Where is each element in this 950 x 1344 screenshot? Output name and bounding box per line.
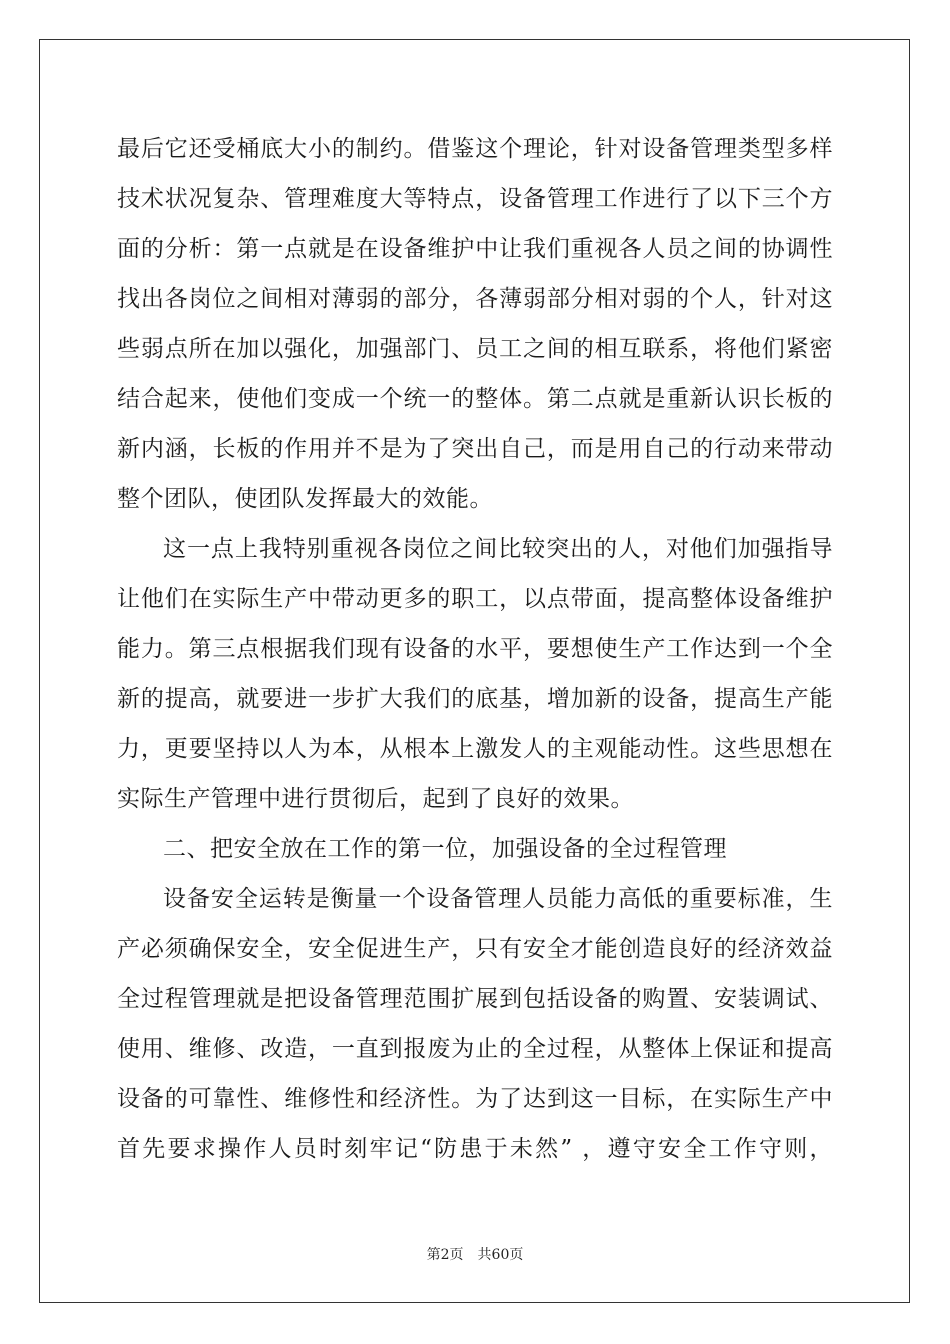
text-line: 整个团队，使团队发挥最大的效能。 bbox=[117, 486, 493, 512]
text-line: 结合起来，使他们变成一个统一的整体。第二点就是重新认识长板的 bbox=[117, 386, 833, 412]
page-footer bbox=[0, 1244, 950, 1264]
text-line: 设备安全运转是衡量一个设备管理人员能力高低的重要标准，生 bbox=[163, 886, 833, 912]
page-total: 共60页 bbox=[477, 1247, 524, 1263]
text-line: 产必须确保安全，安全促进生产，只有安全才能创造良好的经济效益 bbox=[117, 936, 833, 962]
text-line: 让他们在实际生产中带动更多的职工，以点带面，提高整体设备维护 bbox=[117, 586, 833, 612]
text-line: 新的提高，就要进一步扩大我们的底基，增加新的设备，提高生产能 bbox=[117, 686, 833, 712]
section-heading: 二、把安全放在工作的第一位，加强设备的全过程管理 bbox=[163, 836, 727, 862]
text-line: 全过程管理就是把设备管理范围扩展到包括设备的购置、安装调试、 bbox=[117, 986, 833, 1012]
document-body bbox=[117, 124, 833, 1174]
text-line: 力，更要坚持以人为本，从根本上激发人的主观能动性。这些思想在 bbox=[117, 736, 833, 762]
text-line: 最后它还受桶底大小的制约。借鉴这个理论，针对设备管理类型多样 bbox=[117, 136, 833, 162]
text-line: 这一点上我特别重视各岗位之间比较突出的人，对他们加强指导 bbox=[163, 536, 833, 562]
text-line: 技术状况复杂、管理难度大等特点，设备管理工作进行了以下三个方 bbox=[117, 186, 833, 212]
text-line: 些弱点所在加以强化，加强部门、员工之间的相互联系，将他们紧密 bbox=[117, 336, 833, 362]
text-line: 面的分析：第一点就是在设备维护中让我们重视各人员之间的协调性 bbox=[117, 236, 833, 262]
text-line: 设备的可靠性、维修性和经济性。为了达到这一目标，在实际生产中 bbox=[117, 1086, 833, 1112]
text-line: 新内涵，长板的作用并不是为了突出自己，而是用自己的行动来带动 bbox=[117, 436, 833, 462]
text-line: 首先要求操作人员时刻牢记“防患于未然” ，遵守安全工作守则， bbox=[117, 1136, 833, 1162]
text-line: 找出各岗位之间相对薄弱的部分，各薄弱部分相对弱的个人，针对这 bbox=[117, 286, 833, 312]
page-number: 第2页 bbox=[426, 1247, 464, 1263]
text-line: 实际生产管理中进行贯彻后，起到了良好的效果。 bbox=[117, 786, 634, 812]
text-line: 使用、维修、改造，一直到报废为止的全过程，从整体上保证和提高 bbox=[117, 1036, 833, 1062]
text-line: 能力。第三点根据我们现有设备的水平，要想使生产工作达到一个全 bbox=[117, 636, 833, 662]
